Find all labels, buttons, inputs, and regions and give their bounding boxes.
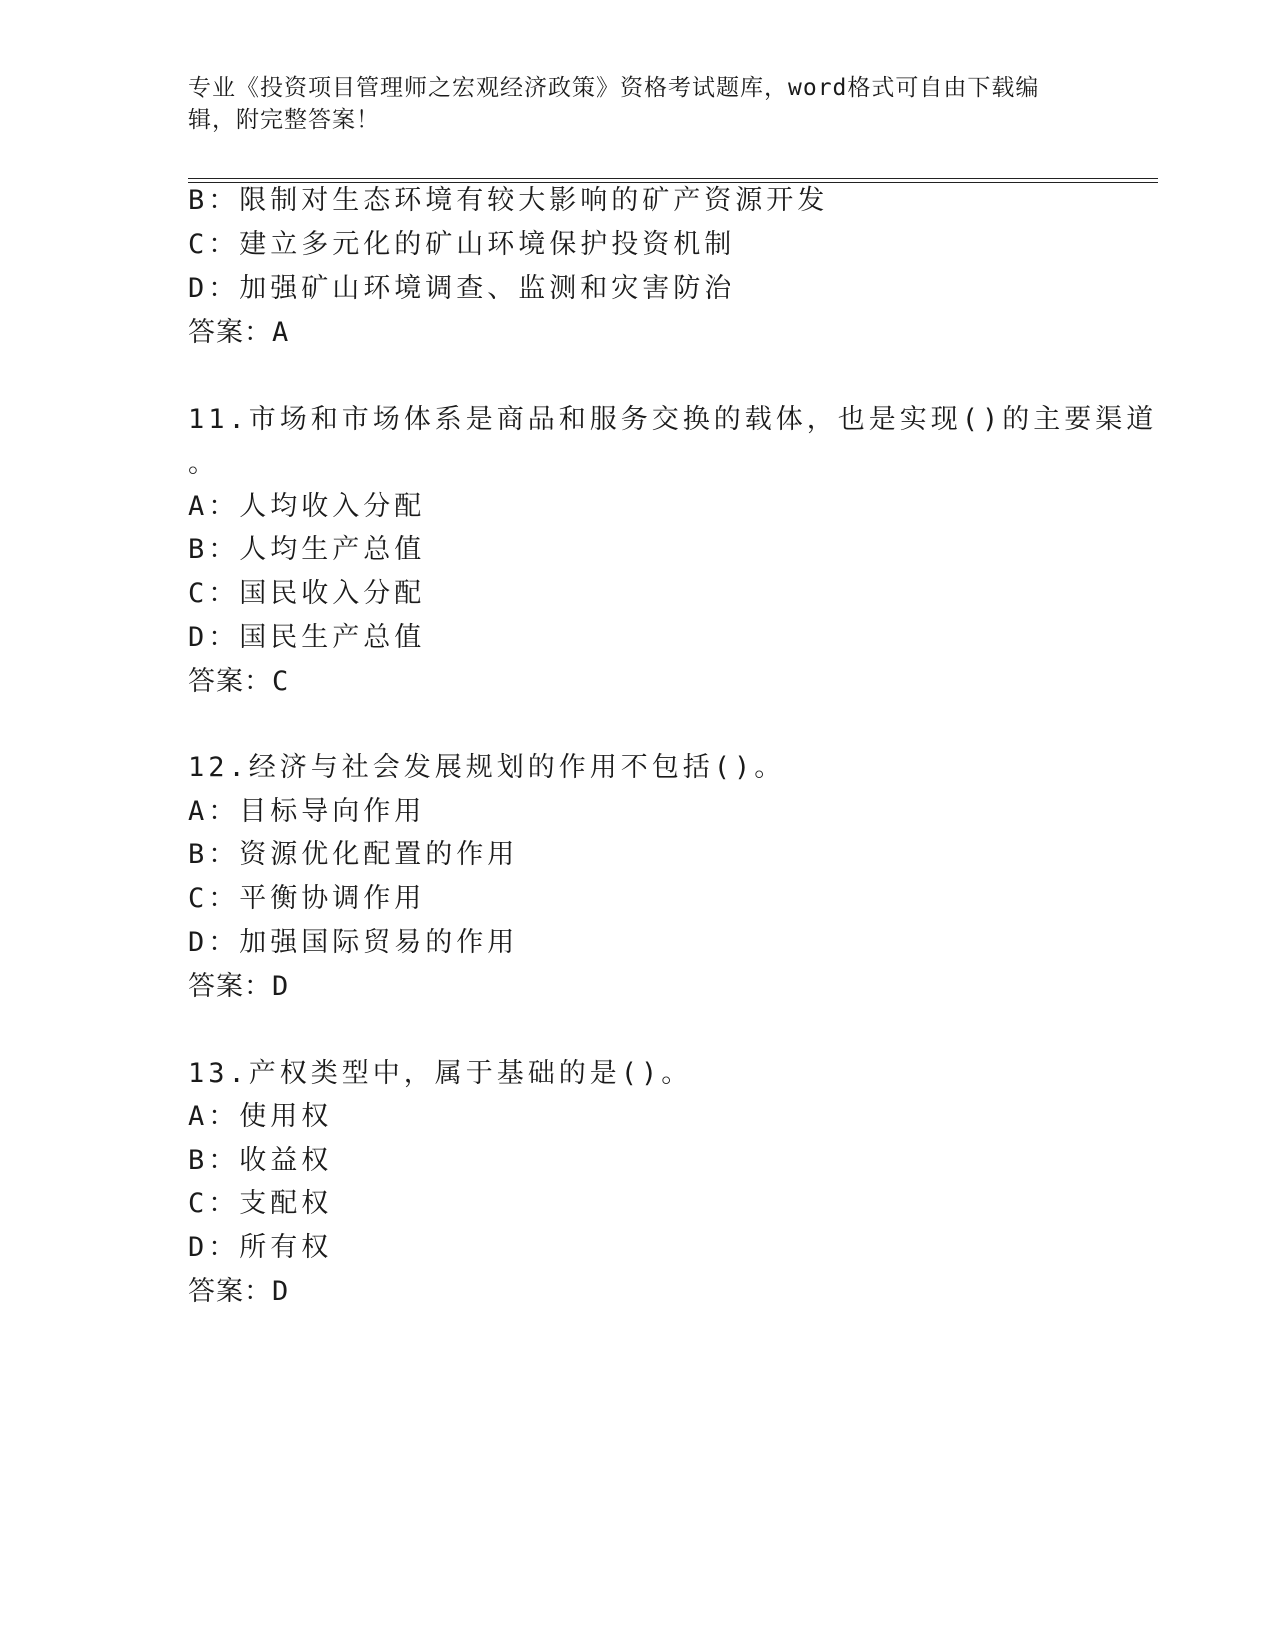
q11-option-b: B：人均生产总值	[188, 534, 426, 565]
document-page	[188, 0, 1158, 1650]
q13-answer: 答案：D	[188, 1276, 290, 1307]
q13-option-d: D：所有权	[188, 1232, 333, 1263]
q11-stem-line1: 11.市场和市场体系是商品和服务交换的载体，也是实现()的主要渠道	[188, 404, 1158, 435]
q10-option-d: D：加强矿山环境调查、监测和灾害防治	[188, 273, 736, 304]
q13-stem: 13.产权类型中，属于基础的是()。	[188, 1058, 693, 1089]
q12-stem: 12.经济与社会发展规划的作用不包括()。	[188, 752, 786, 783]
header-divider	[188, 178, 1158, 183]
q12-answer: 答案：D	[188, 971, 290, 1002]
q12-option-c: C：平衡协调作用	[188, 883, 426, 914]
document-header: 专业《投资项目管理师之宏观经济政策》资格考试题库，word格式可自由下载编辑，附完整答案！	[188, 75, 1040, 133]
q11-stem-line2: 。	[188, 448, 219, 479]
q12-option-b: B：资源优化配置的作用	[188, 839, 519, 870]
q12-option-a: A：目标导向作用	[188, 796, 426, 827]
q13-option-a: A：使用权	[188, 1101, 333, 1132]
q12-option-d: D：加强国际贸易的作用	[188, 927, 519, 958]
q11-option-c: C：国民收入分配	[188, 578, 426, 609]
q13-option-b: B：收益权	[188, 1145, 333, 1176]
q11-option-d: D：国民生产总值	[188, 622, 426, 653]
q10-option-c: C：建立多元化的矿山环境保护投资机制	[188, 229, 736, 260]
q10-option-b: B：限制对生态环境有较大影响的矿产资源开发	[188, 185, 829, 216]
q13-option-c: C：支配权	[188, 1188, 333, 1219]
q11-answer: 答案：C	[188, 666, 290, 697]
q10-answer: 答案：A	[188, 317, 290, 348]
q11-option-a: A：人均收入分配	[188, 491, 426, 522]
